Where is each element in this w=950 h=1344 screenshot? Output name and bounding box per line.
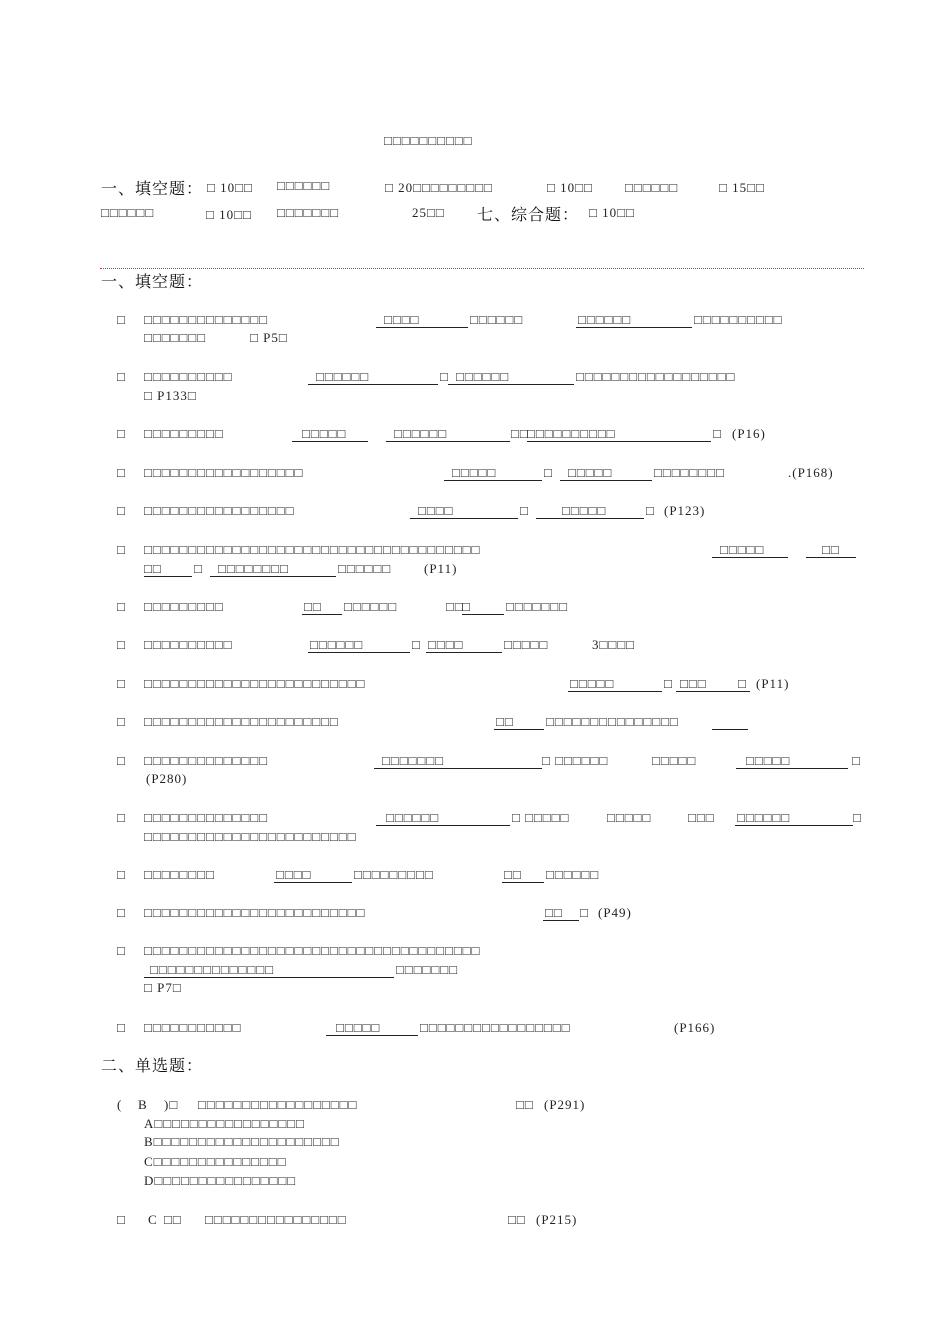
question-text: □ xyxy=(440,369,449,384)
answer-blank: □□□ xyxy=(680,676,707,691)
summary-text: 25□□ xyxy=(412,205,445,220)
blank-underline xyxy=(374,768,542,769)
question-number: □ xyxy=(117,637,126,652)
question-text: □□□□□□□□□□□□□□□ xyxy=(546,714,679,729)
question-text: □ xyxy=(853,810,862,825)
answer-blank: □□□□□ xyxy=(562,503,607,518)
question-text: □□□□□□□ xyxy=(396,962,458,977)
selected-answer: B xyxy=(138,1097,148,1112)
page-reference: (P11) xyxy=(756,676,790,691)
answer-blank: □□ xyxy=(144,561,162,576)
question-number: □ xyxy=(117,943,126,958)
blank-underline xyxy=(444,480,542,481)
question-text: □□□□□□□□□□ xyxy=(694,312,783,327)
blank-underline xyxy=(308,384,438,385)
question-number: □ xyxy=(117,753,126,768)
summary-text: □ 15□□ xyxy=(719,180,765,195)
page-reference: (P280) xyxy=(146,771,188,786)
blank-underline xyxy=(736,768,848,769)
question-text: □□ xyxy=(511,426,529,441)
answer-blank: □□□□□ xyxy=(570,676,615,691)
question-text: □□□□□□ xyxy=(470,312,524,327)
summary-text: □□□□□□□ xyxy=(277,205,339,220)
option-b: B□□□□□□□□□□□□□□□□□□□□□ xyxy=(144,1134,340,1149)
answer-blank: □□ xyxy=(822,542,840,557)
option-d: D□□□□□□□□□□□□□□□□ xyxy=(144,1173,297,1188)
question-text: □ xyxy=(412,637,421,652)
blank-underline xyxy=(210,576,336,577)
question-text: □ □□□□□□ xyxy=(542,753,609,768)
question-text: □ xyxy=(738,676,747,691)
question-text: □□□□□□□□□□□□□□□□□□ xyxy=(576,369,736,384)
question-text: □ xyxy=(520,503,529,518)
answer-blank: □□□□□□□□ xyxy=(218,561,289,576)
answer-blank: □□ xyxy=(496,714,514,729)
answer-blank: □□□□□ xyxy=(720,542,765,557)
question-text: □□□□□□□□ xyxy=(144,867,215,882)
blank-underline xyxy=(536,518,644,519)
question-text: □□□□□□□□□□□□□□□□□□□□□□□□□□□□□□□□□□□□□□ xyxy=(144,943,481,958)
question-text: □□□□□□□□□□□□□□□□□□□□□□ xyxy=(144,714,339,729)
summary-text: □□□□□□ xyxy=(625,180,679,195)
question-text: □□ xyxy=(446,599,464,614)
page-reference: (P123) xyxy=(664,503,706,518)
question-number: □ xyxy=(117,503,126,518)
selected-answer: C xyxy=(148,1212,158,1227)
page-reference: □ P7□ xyxy=(144,980,182,995)
answer-blank: □□□□□□ xyxy=(310,637,364,652)
answer-blank: □ xyxy=(462,599,471,614)
question-text: □□□□□□□ xyxy=(506,599,568,614)
question-text: □□□□□□□□ xyxy=(654,465,725,480)
question-number: □ xyxy=(117,426,126,441)
question-text: □ xyxy=(194,561,203,576)
summary-text: □ 10□□ xyxy=(207,180,253,195)
section1-heading: 一、填空题： xyxy=(101,272,204,291)
question-text: □□□□□□□□□□□□□□□□□ xyxy=(144,503,295,518)
answer-blank: □□□□□ xyxy=(568,465,613,480)
option-a: A□□□□□□□□□□□□□□□□□ xyxy=(144,1116,305,1131)
answer-blank: □□□□ xyxy=(276,867,312,882)
blank-underline xyxy=(462,614,504,615)
answer-blank: □□□□□□ xyxy=(386,810,440,825)
summary-text: □ 20□□□□□□□□□ xyxy=(385,180,493,195)
summary-text: □□□□□□ xyxy=(101,205,155,220)
blank-underline xyxy=(274,882,352,883)
question-text: □□□□□□□□□□□□□□□□□□□□□□□□□ xyxy=(144,676,366,691)
question-text: □□□□□□□□□□□□□□ xyxy=(144,753,268,768)
blank-underline xyxy=(543,920,579,921)
answer-blank: □□□□□□ xyxy=(737,810,791,825)
blank-underline xyxy=(326,1035,418,1036)
blank-underline xyxy=(426,652,502,653)
question-text: □□□□□□□□□□□□□□□□□ xyxy=(420,1020,571,1035)
question-stem: □□□□□□□□□□□□□□□□□□ xyxy=(198,1097,358,1112)
blank-underline xyxy=(712,557,788,558)
question-text: □□□□□□□□□□ xyxy=(144,369,233,384)
page-reference: (P16) xyxy=(732,426,766,441)
answer-bracket-close: )□ xyxy=(164,1097,179,1112)
question-number: □ xyxy=(117,369,126,384)
section2-heading: 二、单选题： xyxy=(101,1056,204,1075)
answer-bracket-open: ( xyxy=(117,1097,123,1112)
answer-blank: □□□□□□ xyxy=(316,369,370,384)
answer-blank: □□ xyxy=(545,905,563,920)
page-reference: (P215) xyxy=(536,1212,578,1227)
summary-text: □□□□□□ xyxy=(277,178,331,193)
question-number: □ xyxy=(117,312,126,327)
question-text: □□□ xyxy=(688,810,715,825)
question-number: □ xyxy=(117,676,126,691)
question-text: □ xyxy=(580,905,589,920)
question-text: □ xyxy=(852,753,861,768)
blank-underline xyxy=(806,557,856,558)
question-number: □ xyxy=(117,1020,126,1035)
question-text: □□□□□□□□□□□□□□ xyxy=(144,810,268,825)
page-reference: □ P133□ xyxy=(144,388,197,403)
question-text: □□□□□□□□□ xyxy=(144,599,224,614)
question-text: □□□□□□□□□□□□□□□□□□□□□□□□□ xyxy=(144,905,366,920)
page-reference: □ P5□ xyxy=(250,330,288,345)
page-reference: (P11) xyxy=(424,561,458,576)
answer-blank: □□□□□ xyxy=(336,1020,381,1035)
answer-blank: □□□□□□□□□□□□□□ xyxy=(150,962,274,977)
page-reference: .(P168) xyxy=(788,465,834,480)
question-number: □ xyxy=(117,810,126,825)
answer-blank: □□□□□ xyxy=(452,465,497,480)
answer-blank: □□□□□□ xyxy=(578,312,632,327)
summary-text: □ 10□□ xyxy=(547,180,593,195)
question-number: □ xyxy=(117,542,126,557)
answer-blank: □□□□□□□□□□ xyxy=(527,426,616,441)
answer-blank: □□□□□□ xyxy=(394,426,448,441)
question-text: □□□□□□□□□ xyxy=(354,867,434,882)
question-text: □□□□□□□□□□□□□□ xyxy=(144,312,268,327)
page-reference: (P291) xyxy=(544,1097,586,1112)
answer-blank: □□□□ xyxy=(418,503,454,518)
question-text: □ xyxy=(664,676,673,691)
blank-underline xyxy=(448,384,574,385)
answer-blank: □□ xyxy=(304,599,322,614)
question-number: □ xyxy=(117,465,126,480)
blank-underline xyxy=(576,327,692,328)
summary-text: □ 10□□ xyxy=(206,207,252,222)
blank-underline xyxy=(527,441,711,442)
answer-blank: □□□□□ xyxy=(302,426,347,441)
question-text: □ xyxy=(713,426,722,441)
question-text: 3□□□□ xyxy=(592,637,635,652)
blank-underline xyxy=(568,691,662,692)
question-text: □□□□□□ xyxy=(338,561,392,576)
question-text: □□□□□□□ xyxy=(144,330,206,345)
blank-underline xyxy=(144,576,192,577)
summary-section1-label: 一、填空题： xyxy=(101,179,204,198)
blank-underline xyxy=(376,327,468,328)
blank-underline xyxy=(560,480,652,481)
answer-blank: □□ xyxy=(504,867,522,882)
summary-text: □ 10□□ xyxy=(589,205,635,220)
section-divider xyxy=(100,268,864,269)
question-text: □□□□□ xyxy=(607,810,652,825)
question-text: □□□□□□ xyxy=(546,867,600,882)
answer-blank: □□□□ xyxy=(428,637,464,652)
question-text: □□ xyxy=(508,1212,526,1227)
question-text: □□□□□□□□□□□ xyxy=(144,1020,242,1035)
blank-underline xyxy=(494,729,544,730)
question-number: □ xyxy=(117,599,126,614)
answer-blank: □□□□□□ xyxy=(456,369,510,384)
question-stem: □□□□□□□□□□□□□□□□ xyxy=(205,1212,347,1227)
question-text: □□□□□□□□□□ xyxy=(144,637,233,652)
blank-underline xyxy=(376,825,510,826)
blank-underline xyxy=(144,977,394,978)
question-text: □□□□□ xyxy=(652,753,697,768)
answer-bracket-close: □□ xyxy=(164,1212,182,1227)
question-text: □□□□□□□□□□□□□□□□□□□□□□□□ xyxy=(144,829,357,844)
answer-bracket-open: □ xyxy=(117,1212,126,1227)
answer-blank: □□□□□□□ xyxy=(382,753,444,768)
question-text: □ □□□□□ xyxy=(512,810,570,825)
blank-underline xyxy=(410,518,518,519)
answer-blank: □□□□□ xyxy=(746,753,791,768)
page-reference: (P49) xyxy=(598,905,632,920)
question-number: □ xyxy=(117,905,126,920)
question-text: □□ xyxy=(516,1097,534,1112)
summary-section7-label: 七、综合题： xyxy=(477,205,580,224)
question-text: □□□□□□ xyxy=(344,599,398,614)
blank-underline xyxy=(292,441,368,442)
question-text: □□□□□□□□□□□□□□□□□□ xyxy=(144,465,304,480)
blank-underline xyxy=(302,614,342,615)
question-text: □□□□□□□□□□□□□□□□□□□□□□□□□□□□□□□□□□□□□□ xyxy=(144,542,481,557)
option-c: C□□□□□□□□□□□□□□□ xyxy=(144,1154,287,1169)
blank-underline xyxy=(386,441,510,442)
page-reference: (P166) xyxy=(674,1020,716,1035)
blank-underline xyxy=(502,882,544,883)
empty-blank-underline xyxy=(712,729,748,730)
document-title: □□□□□□□□□□ xyxy=(384,133,473,148)
blank-underline xyxy=(308,652,410,653)
blank-underline xyxy=(735,825,853,826)
question-text: □□□□□□□□□ xyxy=(144,426,224,441)
question-number: □ xyxy=(117,714,126,729)
question-text: □ xyxy=(646,503,655,518)
answer-blank: □□□□ xyxy=(384,312,420,327)
question-number: □ xyxy=(117,867,126,882)
question-text: □ xyxy=(544,465,553,480)
question-text: □□□□□ xyxy=(504,637,549,652)
